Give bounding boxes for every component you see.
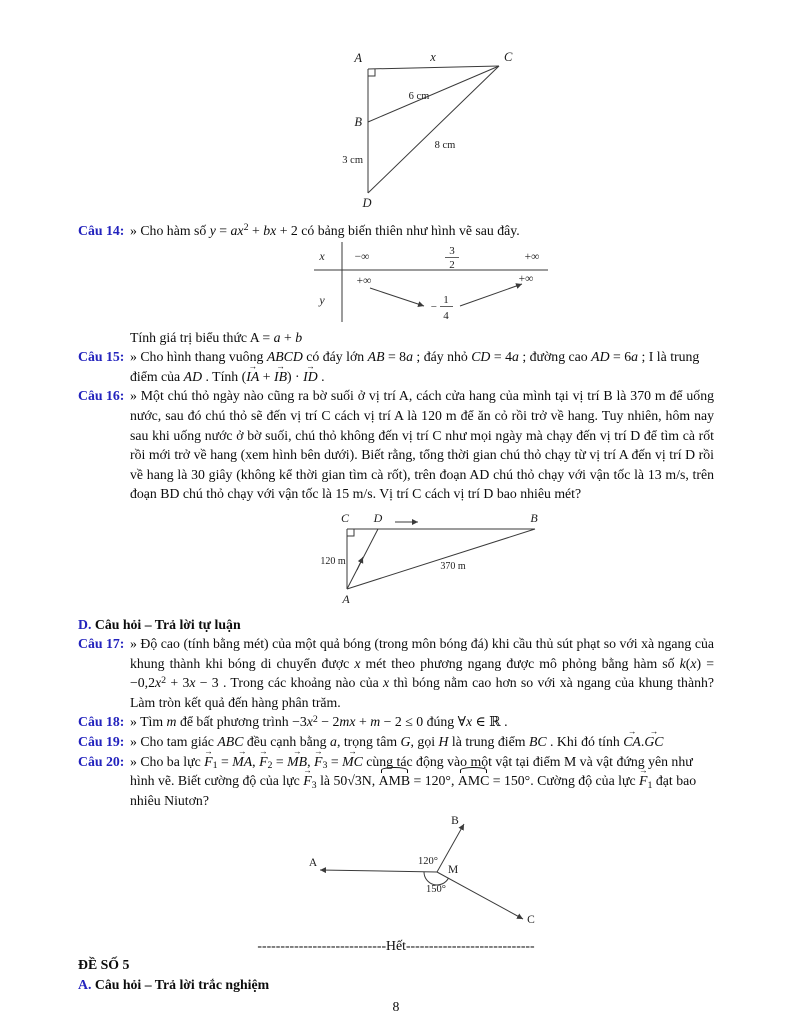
point-label-B: B — [530, 510, 538, 525]
question-16-label: Câu 16: — [78, 388, 125, 404]
question-20-text: » Cho ba lực F →1 = MA →, F →2 = MB →, F →3 = MC → cùng tác động vào một vật tại điểm M và vật đứng yên như hình vẽ. Biết cường độ của lực F →3 là 50√3N, AMB = 120°, AMC = 150°. Cường độ của lực F →1 đạt bao nhiêu Niutơn? — [130, 754, 696, 808]
question-14-followup — [78, 328, 714, 348]
point-label-A: A — [354, 51, 362, 65]
length-label-3cm: 3 cm — [342, 155, 363, 166]
variation-table-svg — [300, 242, 550, 322]
y-min-denominator: 4 — [443, 310, 449, 323]
section-d-prefix: D. — [78, 616, 92, 632]
exam-set-title-text: ĐỀ SỐ 5 — [78, 957, 130, 973]
question-18-text: » Tìm m để bất phương trình $-3x^2 - 2mx + m - 2 \le 0$ đúng ∀x ∈ ℝ . — [130, 713, 508, 730]
y-right-plus-infinity: +∞ — [518, 273, 534, 286]
distance-lines — [347, 522, 535, 589]
x-minus-infinity: −∞ — [354, 251, 370, 264]
question-16 — [78, 386, 714, 503]
end-separator-text: ----------------------------Hết---------------------------- — [257, 937, 535, 953]
point-label-B: B — [451, 815, 459, 828]
question-15-text: » Cho hình thang vuông ABCD có đáy lớn AB = 8a ; đáy nhỏ CD = 4a ; đường cao AD = 6a ; I là trung điểm của AD . Tính (IA → + IB →) · ID → . — [130, 349, 699, 384]
force-figure-svg — [300, 812, 542, 928]
length-label-8cm: 8 cm — [434, 140, 456, 151]
angle-label-120: 120° — [418, 856, 438, 868]
section-a-prefix: A. — [78, 977, 92, 993]
section-a-header — [78, 975, 714, 995]
length-label-6cm: 6 cm — [408, 91, 430, 102]
question-15 — [78, 347, 714, 386]
point-label-B: B — [354, 115, 362, 129]
y-min-numerator: 1 — [443, 294, 449, 307]
question-17-text: » Độ cao (tính bằng mét) của một quả bóng (trong môn bóng đá) khi cầu thủ sút phạt so với xà ngang của khung thành khi bóng di chuyển được x mét theo phương ngang được mô phỏng bằng hàm số $k(x) = -0,2x^2 + 3x - 3$ . Trong các khoảng nào của x thì bóng nằm cao hơn so với xà ngang của khung thành? Làm tròn kết quả đến hàng phân trăm. — [130, 636, 714, 710]
page-number — [78, 997, 714, 1017]
point-label-D: D — [362, 196, 372, 210]
point-label-M: M — [448, 864, 459, 877]
side-label-x: x — [430, 50, 436, 64]
document-content — [78, 0, 714, 1016]
end-separator — [78, 936, 714, 956]
question-15-label: Câu 15: — [78, 349, 125, 365]
distance-figure-svg — [315, 507, 547, 607]
point-label-C: C — [527, 914, 535, 927]
question-19-text: » Cho tam giác ABC đều cạnh bằng a, trọng tâm G, gọi H là trung điểm BC . Khi đó tính CA →.GC → — [130, 734, 664, 749]
section-d-title: Câu hỏi – Trả lời tự luận — [91, 616, 241, 632]
variation-table — [300, 242, 550, 328]
question-18 — [78, 712, 714, 732]
section-d-header — [78, 615, 714, 635]
point-label-C: C — [504, 50, 513, 64]
page-number-text: 8 — [392, 998, 400, 1014]
table-x-header: x — [319, 249, 325, 264]
exam-set-title — [78, 955, 714, 975]
triangle-lines — [368, 66, 499, 193]
point-label-A: A — [342, 591, 350, 606]
force-figure — [300, 812, 542, 934]
triangle-figure-svg — [335, 45, 535, 211]
question-20 — [78, 752, 714, 811]
x-plus-infinity: +∞ — [524, 251, 540, 264]
question-14-followup-text: Tính giá trị biểu thức A = a + b — [130, 329, 303, 345]
length-label-120m: 120 m — [320, 555, 346, 567]
question-19 — [78, 732, 714, 752]
point-label-A: A — [308, 857, 318, 870]
length-label-370m: 370 m — [440, 560, 466, 572]
question-16-text: » Một chú thỏ ngày nào cũng ra bờ suối ở vị trí A, cách cửa hang của mình tại vị trí B là 370 m để uống nước, sau đó chú thỏ sẽ đến vị trí C cách vị trí A là 120 m để ăn cỏ rồi trở về hang. Tuy nhiên, hôm nay sau khi uống nước ở bờ suối, chú thỏ không đến vị trí C như mọi ngày mà chạy đến vị trí D để tìm cà rốt rồi mới trở về hang (xem hình bên dưới). Biết rằng, tổng thời gian chú thỏ chạy từ vị trí A đến vị trí D rồi về hang là 30 giây (không kể thời gian tìm cà rốt), trên đoạn AD chú thỏ chạy với vận tốc là 13 m/s, trên đoạn BD chú thỏ chạy với vận tốc là 15 m/s. Vị trí C cách vị trí D bao nhiêu mét? — [130, 388, 714, 502]
distance-figure — [315, 507, 547, 613]
point-label-C: C — [340, 510, 350, 525]
point-label-D: D — [373, 510, 383, 525]
question-18-label: Câu 18: — [78, 714, 125, 730]
question-17-label: Câu 17: — [78, 636, 125, 652]
x-mid-denominator: 2 — [449, 259, 455, 272]
x-mid-numerator: 3 — [449, 245, 455, 258]
question-14 — [78, 221, 714, 241]
question-19-label: Câu 19: — [78, 733, 125, 749]
angle-label-150: 150° — [426, 884, 446, 896]
y-min-sign: − — [430, 301, 437, 314]
table-y-header: y — [319, 293, 325, 308]
section-a-title: Câu hỏi – Trả lời trắc nghiệm — [91, 977, 270, 993]
question-14-label: Câu 14: — [78, 222, 125, 238]
force-lines — [320, 824, 523, 919]
y-left-plus-infinity: +∞ — [356, 275, 372, 288]
question-20-label: Câu 20: — [78, 753, 125, 769]
question-14-text: » Cho hàm số $y = ax^2$ + bx + 2 có bảng biến thiên như hình vẽ sau đây. — [130, 222, 520, 238]
triangle-figure — [335, 45, 535, 217]
question-17 — [78, 634, 714, 712]
